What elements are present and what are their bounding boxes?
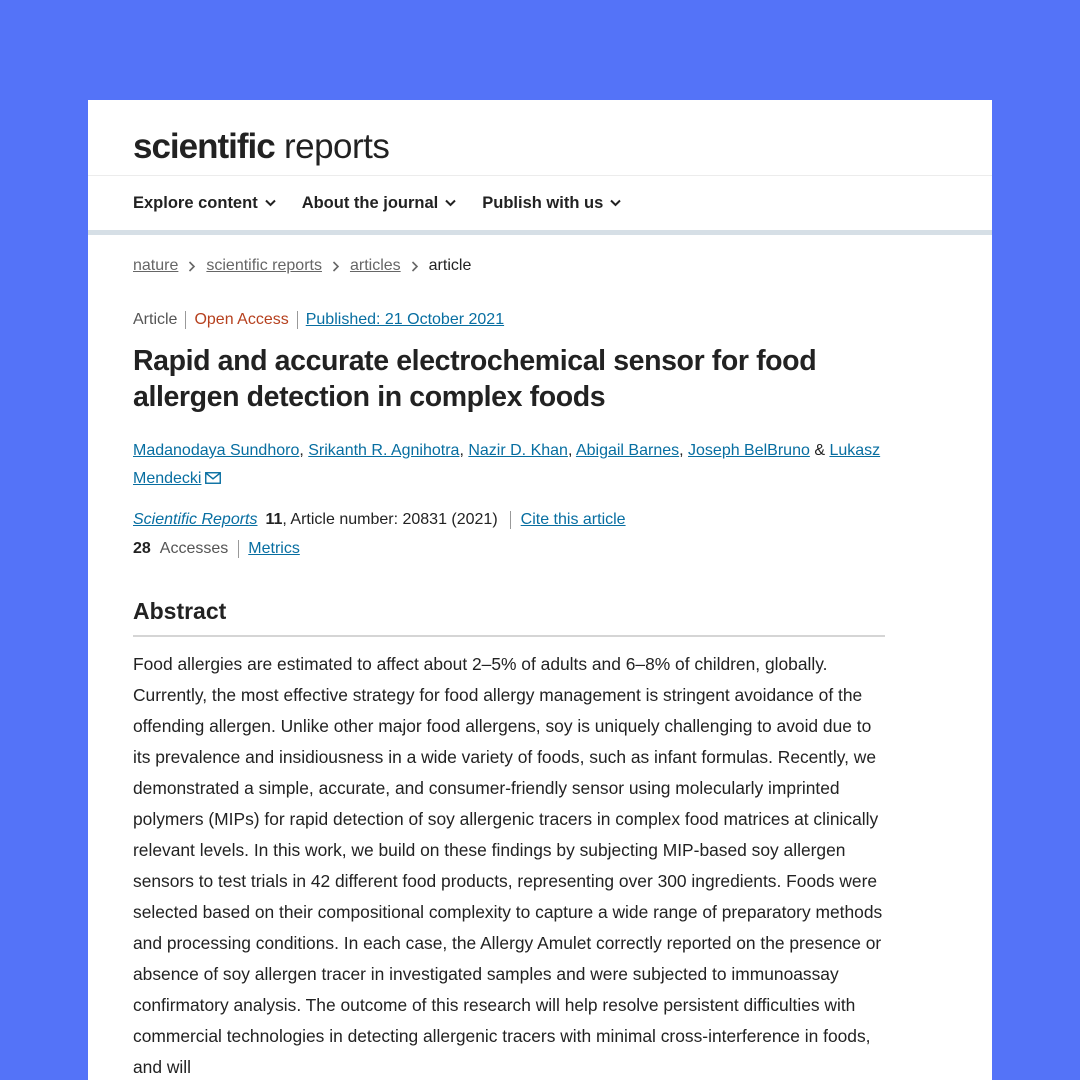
nav-about-journal[interactable] bbox=[302, 194, 457, 213]
nav-label: Explore content bbox=[133, 193, 258, 212]
article-content bbox=[88, 257, 885, 1080]
author-link[interactable]: Lukasz Mendecki bbox=[133, 442, 881, 487]
author-link[interactable]: Srikanth R. Agnihotra bbox=[308, 442, 460, 459]
chevron-right-icon bbox=[411, 261, 419, 272]
metrics-line bbox=[133, 540, 885, 558]
journal-link[interactable]: Scientific Reports bbox=[133, 511, 258, 528]
author-link[interactable]: Nazir D. Khan bbox=[468, 442, 568, 459]
chevron-right-icon bbox=[332, 261, 340, 272]
article-meta bbox=[133, 311, 885, 329]
published-date-link[interactable]: Published: 21 October 2021 bbox=[297, 311, 512, 329]
main-nav bbox=[88, 176, 992, 235]
access-count: 28 bbox=[133, 540, 151, 557]
email-icon[interactable] bbox=[205, 472, 221, 484]
author-link[interactable]: Abigail Barnes bbox=[575, 442, 680, 459]
nav-explore-content[interactable] bbox=[133, 194, 276, 213]
logo-word-bold: scientific bbox=[133, 127, 275, 166]
article-title: Rapid and accurate electrochemical sensor for food allergen detection in complex foods bbox=[133, 345, 817, 413]
metrics-link[interactable]: Metrics bbox=[238, 540, 300, 558]
chevron-down-icon bbox=[610, 199, 621, 207]
logo-word-light: reports bbox=[283, 127, 390, 166]
nav-label: About the journal bbox=[301, 193, 439, 212]
breadcrumb-nature[interactable]: nature bbox=[133, 257, 179, 274]
cite-this-article-link[interactable]: Cite this article bbox=[510, 511, 626, 529]
author-link[interactable]: Madanodaya Sundhoro bbox=[133, 442, 300, 459]
article-page bbox=[88, 100, 992, 1080]
nav-publish-with-us[interactable] bbox=[482, 194, 621, 213]
author-link[interactable]: Joseph BelBruno bbox=[688, 442, 810, 459]
chevron-right-icon bbox=[188, 261, 196, 272]
nav-label: Publish with us bbox=[482, 193, 604, 212]
chevron-down-icon bbox=[445, 199, 456, 207]
chevron-down-icon bbox=[265, 199, 276, 207]
journal-logo[interactable] bbox=[133, 126, 389, 168]
abstract-heading: Abstract bbox=[133, 598, 885, 637]
open-access-badge: Open Access bbox=[185, 311, 296, 329]
masthead bbox=[88, 100, 992, 176]
article-number: , Article number: 20831 (2021) bbox=[282, 511, 498, 528]
breadcrumb bbox=[133, 257, 885, 275]
volume: 11 bbox=[265, 511, 283, 528]
breadcrumb-scientific-reports[interactable]: scientific reports bbox=[206, 257, 322, 274]
abstract-text: Food allergies are estimated to affect about 2–5% of adults and 6–8% of children, globally. Currently, the most effective strategy for food allergy management is stringent avoidance of the offending allergen. Unlike other major food allergens, soy is uniquely challenging to avoid due to its prevalence and insidiousness in a wide variety of foods, such as infant formulas. Recently, we demonstrated a simple, accurate, and consumer-friendly sensor using molecularly imprinted polymers (MIPs) for rapid detection of soy allergenic tracers in complex food matrices at clinically relevant levels. In this work, we build on these findings by subjecting MIP-based soy allergen sensors to test trials in 42 different food products, representing over 300 ingredients. Foods were selected based on their compositional complexity to capture a wide range of preparatory methods and processing conditions. In each case, the Allergy Amulet correctly reported on the presence or absence of soy allergen tracer in investigated samples and were subjected to immunoassay confirmatory analysis. The outcome of this research will help resolve persistent difficulties with commercial technologies in detecting allergenic tracers with minimal cross-interference in foods, and will bbox=[133, 654, 883, 1077]
breadcrumb-current: article bbox=[428, 257, 472, 274]
article-type: Article bbox=[133, 311, 178, 328]
author-list: Madanodaya Sundhoro, Srikanth R. Agnihotra, Nazir D. Khan, Abigail Barnes, Joseph BelBruno & Lukasz Mendecki bbox=[133, 442, 881, 487]
citation-line bbox=[133, 511, 885, 529]
access-label: Accesses bbox=[159, 540, 229, 557]
breadcrumb-articles[interactable]: articles bbox=[349, 257, 401, 274]
